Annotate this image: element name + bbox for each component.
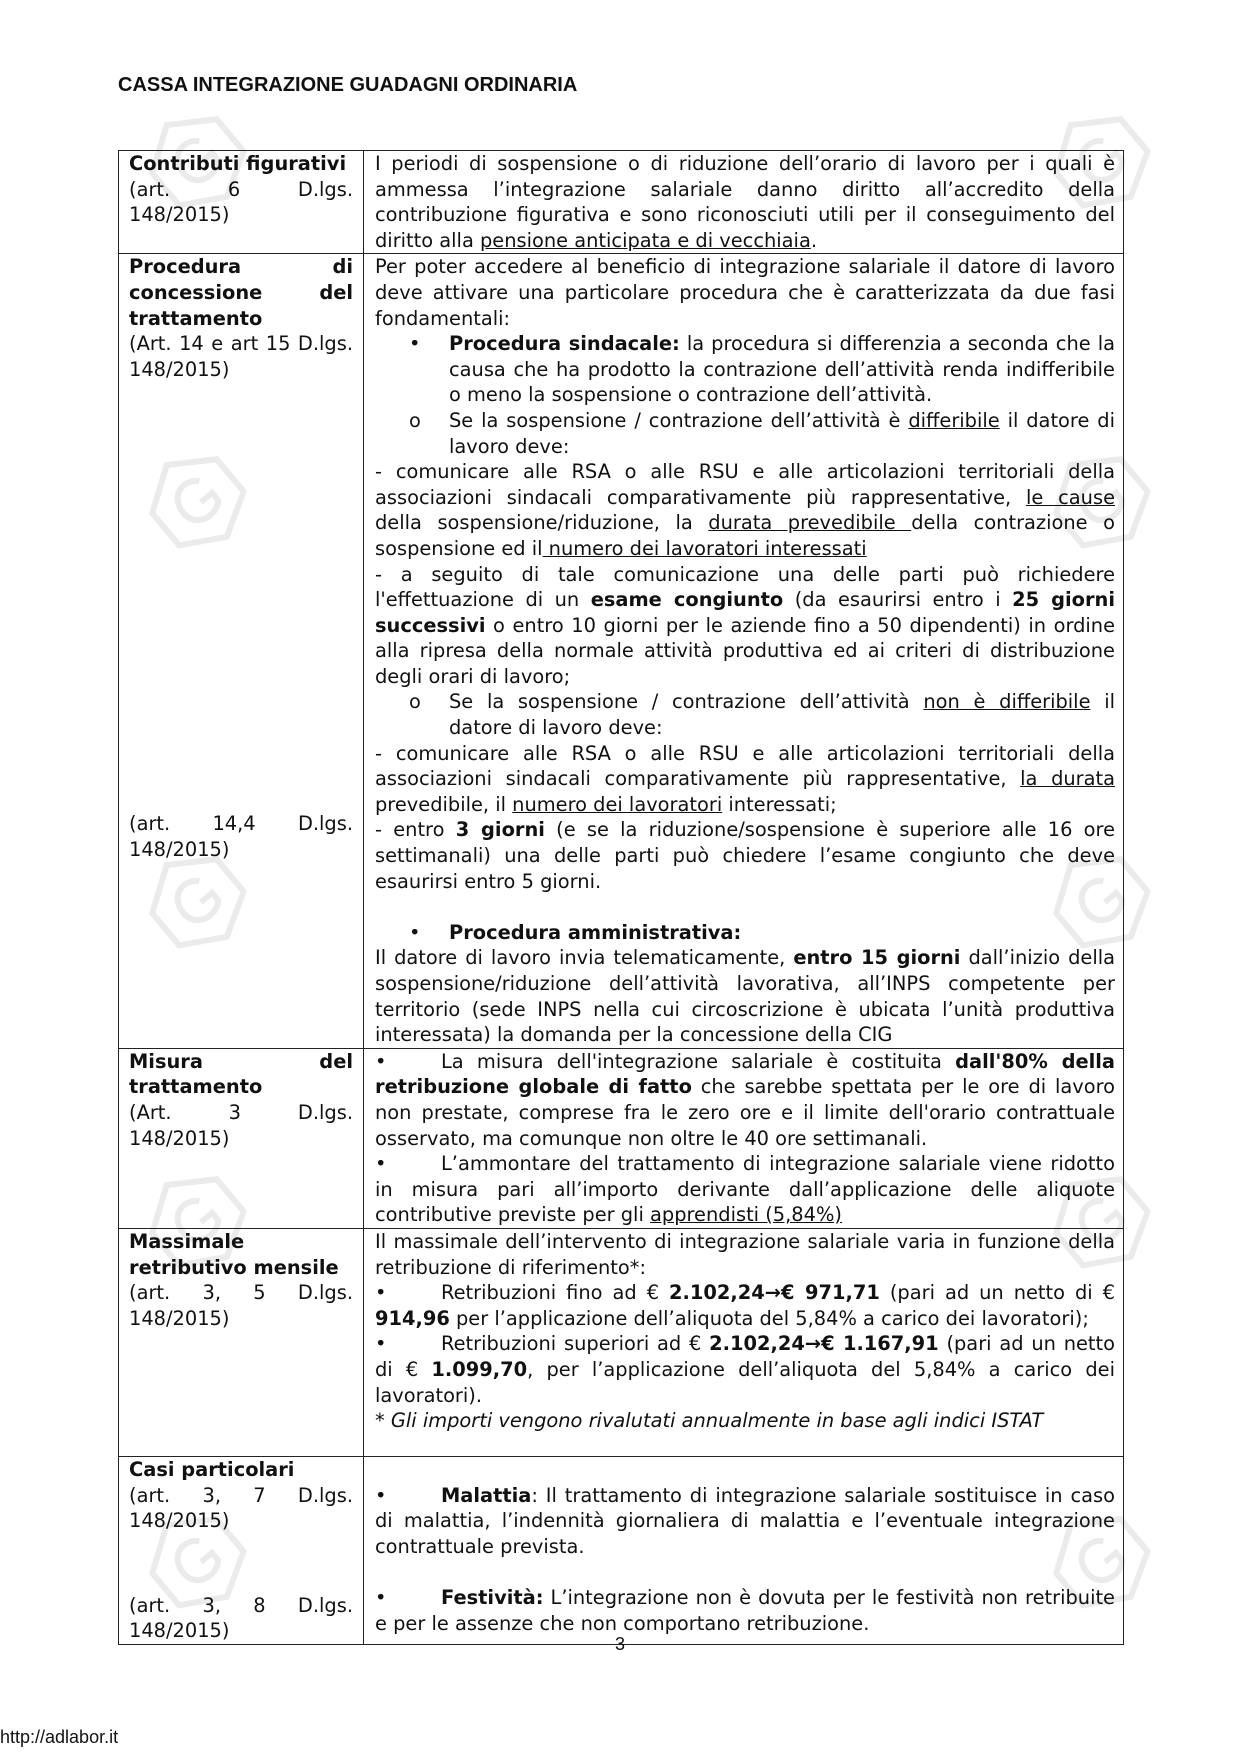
table-row bbox=[119, 151, 1124, 254]
row-label-cell bbox=[119, 1228, 364, 1456]
law-reference: (art. 3, 5 D.lgs. 148/2015) bbox=[129, 1281, 353, 1330]
list-item: • Procedura sindacale: la procedura si differenzia a seconda che la causa che ha prodotto la contrazione dell’attività renda indifferibile o meno la sospensione o contrazione dell’attività. bbox=[375, 331, 1115, 408]
paragraph: - comunicare alle RSA o alle RSU e alle articolazioni territoriali della associazioni sindacali comparativamente più rappresentative, la durata prevedibile, il numero dei lavoratori interessati; bbox=[375, 741, 1116, 816]
row-heading: Casi particolari bbox=[129, 1457, 295, 1481]
row-label-cell bbox=[119, 1048, 364, 1228]
row-heading: Contributi figurativi bbox=[129, 152, 347, 175]
row-content-cell bbox=[364, 1228, 1124, 1456]
paragraph: Per poter accedere al beneficio di integrazione salariale il datore di lavoro deve attivare una particolare procedura che è caratterizzata da due fasi fondamentali: bbox=[375, 255, 1115, 330]
list-item: o Se la sospensione / contrazione dell’attività non è differibile il datore di lavoro deve: bbox=[375, 689, 1115, 740]
paragraph: Il massimale dell’intervento di integrazione salariale varia in funzione della retribuzione di riferimento*: bbox=[375, 1229, 1115, 1279]
list-item: • Retribuzioni superiori ad € 2.102,24→€ 1.167,91 (pari ad un netto di € 1.099,70, per l’applicazione dell’aliquota del 5,84% a carico dei lavoratori). bbox=[375, 1332, 1116, 1407]
list-item: • Retribuzioni fino ad € 2.102,24→€ 971,71 (pari ad un netto di € 914,96 per l’applicazione dell’aliquota del 5,84% a carico dei lavoratori); bbox=[375, 1281, 1115, 1330]
list-item: • La misura dell'integrazione salariale è costituita dall'80% della retribuzione globale di fatto che sarebbe spettata per le ore di lavoro non prestate, comprese fra le zero ore e il limite dell'orario contrattuale osservato, ma comunque non oltre le 40 ore settimanali. bbox=[375, 1049, 1115, 1150]
row-content-cell bbox=[364, 1456, 1124, 1644]
row-content-cell bbox=[364, 151, 1124, 254]
table-row bbox=[119, 1048, 1124, 1228]
list-item: • L’ammontare del trattamento di integrazione salariale viene ridotto in misura pari all’importo derivante dall’applicazione delle aliquote contributive previste per gli apprendisti (5,84%) bbox=[375, 1152, 1115, 1227]
list-item: • Festività: L’integrazione non è dovuta per le festività non retribuite e per le assenze che non comportano retribuzione. bbox=[375, 1585, 1115, 1635]
footer-url: http://adlabor.it bbox=[0, 1727, 119, 1747]
list-item: • Malattia: Il trattamento di integrazione salariale sostituisce in caso di malattia, l’indennità giornaliera di malattia e l’eventuale integrazione contrattuale prevista. bbox=[375, 1483, 1115, 1558]
paragraph: - comunicare alle RSA o alle RSU e alle articolazioni territoriali della associazioni sindacali comparativamente più rappresentative, le cause della sospensione/riduzione, la durata prevedibile della contrazione o sospensione ed il numero dei lavoratori interessati bbox=[375, 460, 1115, 560]
table-row bbox=[119, 1456, 1124, 1644]
table-row bbox=[119, 1228, 1124, 1456]
bullet-icon: • bbox=[409, 920, 421, 944]
list-item: • Procedura amministrativa: bbox=[375, 920, 1115, 946]
footnote: * Gli importi vengono rivalutati annualmente in base agli indici ISTAT bbox=[375, 1409, 1044, 1433]
law-reference: (art. 3, 7 D.lgs. 148/2015) bbox=[129, 1483, 353, 1533]
row-content-cell bbox=[364, 1048, 1124, 1228]
bullet-icon: • bbox=[375, 1152, 387, 1176]
law-reference: (art. 14,4 D.lgs. 148/2015) bbox=[129, 812, 353, 861]
paragraph: - a seguito di tale comunicazione una delle parti può richiedere l'effettuazione di un esame congiunto (da esaurirsi entro i 25 giorni successivi o entro 10 giorni per le aziende fino a 50 dipendenti) in ordine alla ripresa della normale attività produttiva ed ai criteri di distribuzione degli orari di lavoro; bbox=[375, 562, 1115, 688]
bullet-icon: • bbox=[375, 1483, 387, 1507]
row-heading: Procedura di concessione del trattamento bbox=[129, 255, 353, 330]
circle-bullet-icon: o bbox=[409, 408, 421, 432]
row-label-cell bbox=[119, 1456, 364, 1644]
law-reference: (art. 3, 8 D.lgs. 148/2015) bbox=[129, 1593, 353, 1643]
table-row bbox=[119, 254, 1124, 1048]
paragraph: Il datore di lavoro invia telematicamente, entro 15 giorni dall’inizio della sospensione/riduzione dell’attività lavorativa, all’INPS competente per territorio (sede INPS nella cui circoscrizione è ubicata l’unità produttiva interessata) la domanda per la concessione della CIG bbox=[375, 946, 1115, 1047]
bullet-icon: • bbox=[375, 1281, 387, 1305]
row-label-cell bbox=[119, 254, 364, 1048]
law-reference: (Art. 14 e art 15 D.lgs. 148/2015) bbox=[129, 332, 353, 381]
bullet-icon: • bbox=[375, 1049, 387, 1073]
bullet-icon: • bbox=[375, 1585, 387, 1609]
row-heading: Misura del trattamento bbox=[129, 1049, 353, 1099]
page-header-title: CASSA INTEGRAZIONE GUADAGNI ORDINARIA bbox=[118, 74, 578, 96]
paragraph: I periodi di sospensione o di riduzione dell’orario di lavoro per i quali è ammessa l’integrazione salariale danno diritto all’accredito della contribuzione figurativa e sono riconosciuti utili per il conseguimento del diritto alla pensione anticipata e di vecchiaia. bbox=[375, 152, 1115, 252]
page-number: 3 bbox=[614, 1634, 625, 1654]
row-content-cell bbox=[364, 254, 1124, 1048]
row-heading: Massimale retributivo mensile bbox=[129, 1229, 339, 1279]
paragraph: - entro 3 giorni (e se la riduzione/sospensione è superiore alle 16 ore settimanali) una delle parti può chiedere l’esame congiunto che deve esaurirsi entro 5 giorni. bbox=[375, 818, 1116, 893]
law-reference: (Art. 3 D.lgs. 148/2015) bbox=[129, 1100, 353, 1150]
row-label-cell bbox=[119, 151, 364, 254]
info-table bbox=[118, 150, 1124, 1645]
bullet-icon: • bbox=[375, 1332, 387, 1356]
law-reference: (art. 6 D.lgs. 148/2015) bbox=[129, 177, 353, 227]
list-item: o Se la sospensione / contrazione dell’attività è differibile il datore di lavoro deve: bbox=[375, 408, 1115, 459]
bullet-icon: • bbox=[409, 332, 421, 356]
circle-bullet-icon: o bbox=[409, 690, 421, 714]
